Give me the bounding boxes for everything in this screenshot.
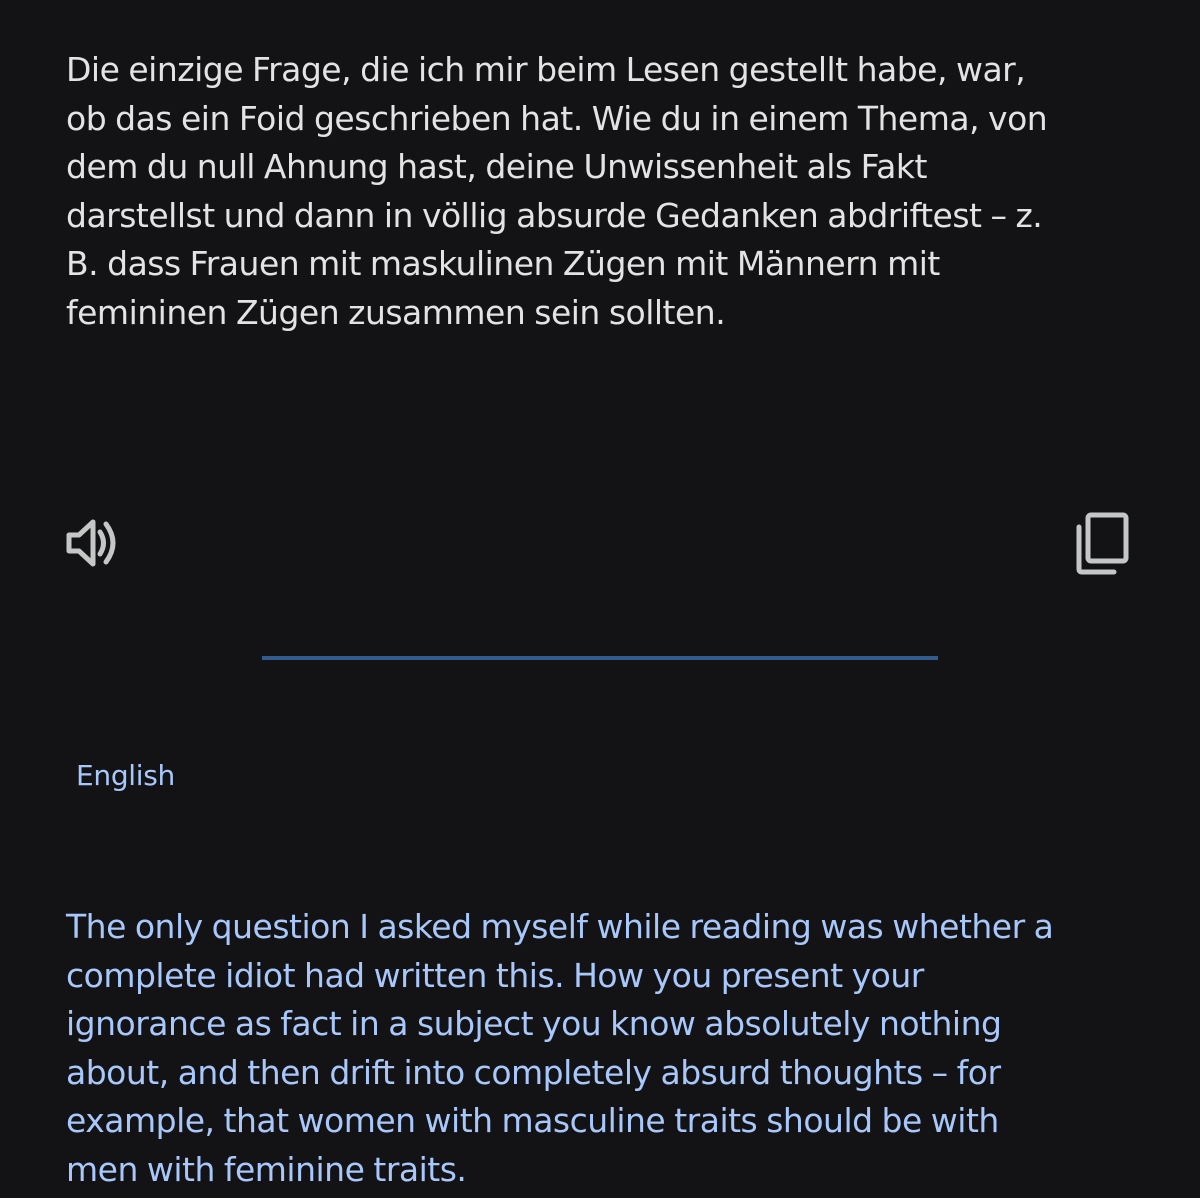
source-text-line: ob das ein Foid geschrieben hat. Wie du in einem Thema, von (66, 98, 1048, 138)
section-divider (262, 656, 938, 660)
target-language-label[interactable]: English (76, 759, 176, 792)
source-text (66, 46, 1146, 338)
source-text-line: femininen Zügen zusammen sein sollten. (66, 292, 726, 332)
source-text-line: B. dass Frauen mit maskulinen Zügen mit Männern mit (66, 244, 940, 284)
translated-text-line: complete idiot had written this. How you present your (66, 955, 924, 995)
translated-text-line: men with feminine traits. (66, 1149, 467, 1189)
source-text-line: Die einzige Frage, die ich mir beim Lesen gestellt habe, war, (66, 50, 1026, 89)
translated-text-line: The only question I asked myself while reading was whether a (66, 907, 1054, 946)
translated-text-line: ignorance as fact in a subject you know absolutely nothing (66, 1004, 1002, 1044)
source-text-line: dem du null Ahnung hast, deine Unwissenheit als Fakt (66, 147, 927, 187)
translated-text-line: about, and then drift into completely absurd thoughts – for (66, 1052, 1001, 1092)
translated-text (66, 903, 1146, 1195)
translated-text-line: example, that women with masculine traits should be with (66, 1101, 999, 1141)
listen-button[interactable] (62, 514, 124, 572)
copy-icon (1072, 510, 1134, 576)
copy-button[interactable] (1072, 510, 1134, 576)
source-text-line: darstellst und dann in völlig absurde Gedanken abdriftest – z. (66, 195, 1043, 235)
speaker-icon (62, 514, 124, 572)
